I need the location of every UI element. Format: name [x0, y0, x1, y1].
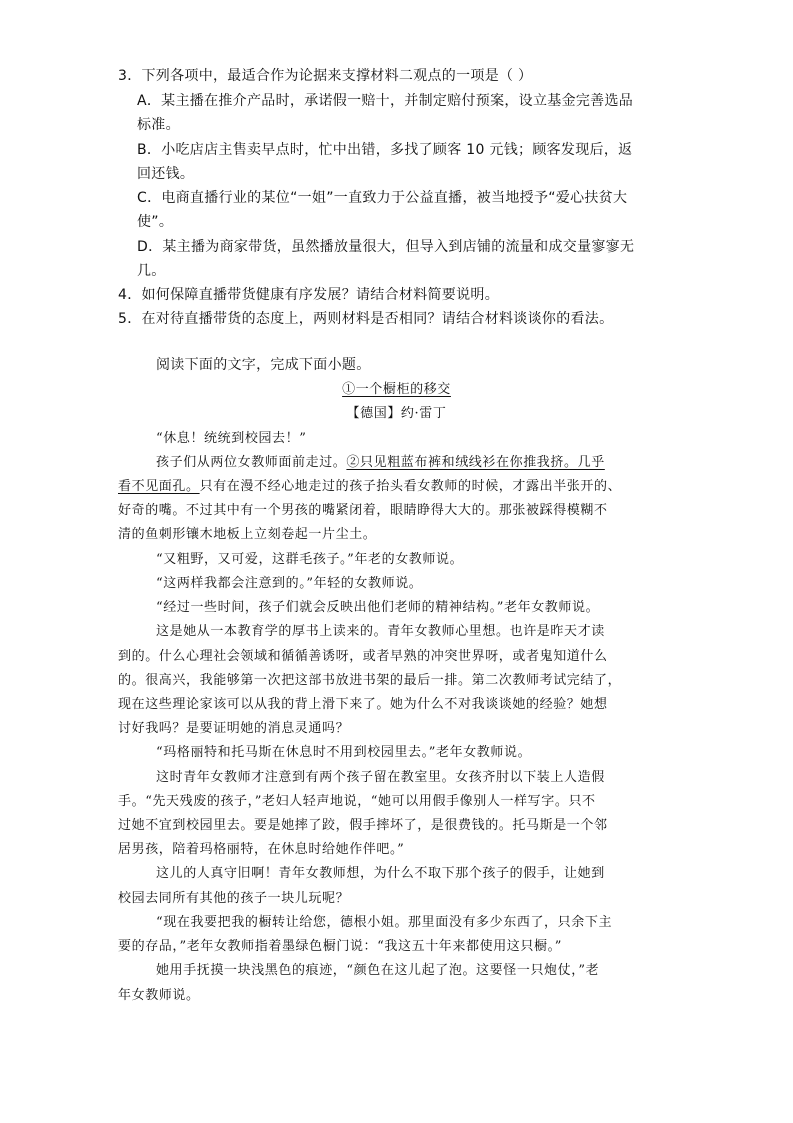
passage-line [156, 453, 605, 473]
passage-line [118, 477, 621, 497]
passage-line: 现在这些理论家该可以从我的背上滑下来了。她为什么不对我谈谈她的经验？她想 [118, 697, 608, 712]
passage-line: 年女教师说。 [118, 988, 200, 1003]
question-4: 4．如何保障直播带货健康有序发展？请结合材料简要说明。 [118, 287, 500, 303]
passage-line: 到的。什么心理社会领域和循循善诱呀，或者早熟的冲突世界呀，或者鬼知道什么 [118, 649, 608, 664]
passage-line: “经过一些时间，孩子们就会反映出他们老师的精神结构。”老年女教师说。 [156, 600, 600, 615]
passage-line: “玛格丽特和托马斯在休息时不用到校园里去。”老年女教师说。 [156, 745, 532, 760]
option-c-line-2: 使”。 [137, 214, 174, 230]
option-c-line-1: C．电商直播行业的某位“一姐”一直致力于公益直播，被当地授予“爱心扶贫大 [137, 190, 628, 206]
option-b-line-2: 回还钱。 [137, 166, 195, 182]
passage-author: 【德国】约·雷丁 [346, 406, 447, 421]
passage-text: 孩子们从两位女教师面前走过。 [156, 455, 347, 470]
passage-line: “休息！统统到校园去！” [156, 431, 307, 446]
passage-line: 校园去同所有其他的孩子一块儿玩呢？ [118, 891, 350, 906]
passage-line: 居男孩，陪着玛格丽特，在休息时给她作伴吧。” [118, 842, 405, 857]
passage-line: 这儿的人真守旧啊！青年女教师想，为什么不取下那个孩子的假手，让她到 [156, 866, 605, 881]
passage-line: 手。“先天残废的孩子，”老妇人轻声地说，“她可以用假手像别人一样写字。只不 [118, 794, 596, 809]
option-a-line-1: A．某主播在推介产品时，承诺假一赔十，并制定赔付预案，设立基金完善选品 [137, 93, 634, 109]
passage-text: 只有在漫不经心地走过的孩子抬头看女教师的时候，才露出半张开的、 [199, 479, 622, 494]
passage-line: 这时青年女教师才注意到有两个孩子留在教室里。女孩齐肘以下装上人造假 [156, 770, 605, 785]
passage-line: 她用手抚摸一块浅黑色的痕迹，“颜色在这儿起了泡。这要怪一只炮仗，”老 [156, 963, 600, 978]
passage-line: 好奇的嘴。不过其中有一个男孩的嘴紧闭着，眼睛睁得大大的。那张被踩得模糊不 [118, 503, 608, 518]
passage-line: “又粗野，又可爱，这群毛孩子。”年老的女教师说。 [156, 552, 464, 567]
question-5: 5．在对待直播带货的态度上，两则材料是否相同？请结合材料谈谈你的看法。 [118, 311, 614, 327]
option-d-line-2: 几。 [137, 263, 166, 279]
passage-line: “现在我要把我的橱转让给您，德根小姐。那里面没有多少东西了，只余下主 [156, 915, 613, 930]
passage-line: 清的鱼刺形镶木地板上立刻卷起一片尘土。 [118, 527, 377, 542]
passage-line: 要的存品，”老年女教师指着墨绿色橱门说：“我这五十年来都使用这只橱。” [118, 939, 562, 954]
passage-line: 这是她从一本教育学的厚书上读来的。青年女教师心里想。也许是昨天才读 [156, 624, 605, 639]
passage-title: ①一个橱柜的移交 [342, 382, 451, 397]
question-3: 3．下列各项中，最适合作为论据来支撑材料二观点的一项是（ ） [118, 68, 533, 84]
reading-instruction: 阅读下面的文字，完成下面小题。 [156, 357, 371, 373]
passage-line: “这两样我都会注意到的。”年轻的女教师说。 [156, 576, 423, 591]
option-b-line-1: B．小吃店店主售卖早点时，忙中出错，多找了顾客 10 元钱；顾客发现后，返 [137, 142, 633, 158]
option-d-line-1: D．某主播为商家带货，虽然播放量很大，但导入到店铺的流量和成交量寥寥无 [137, 239, 635, 255]
passage-line: 的。很高兴，我能够第一次把这部书放进书架的最后一排。第二次教师考试完结了， [118, 673, 622, 688]
underlined-sentence: ②只见粗蓝布裤和绒线衫在你推我挤。几乎 [346, 455, 605, 470]
option-a-line-2: 标准。 [137, 117, 180, 133]
passage-line: 过她不宜到校园里去。要是她摔了跤，假手摔坏了，是很费钱的。托马斯是一个邻 [118, 818, 608, 833]
passage-line: 讨好我吗？是要证明她的消息灵通吗？ [118, 721, 350, 736]
underlined-sentence-end: 看不见面孔。 [118, 479, 200, 494]
